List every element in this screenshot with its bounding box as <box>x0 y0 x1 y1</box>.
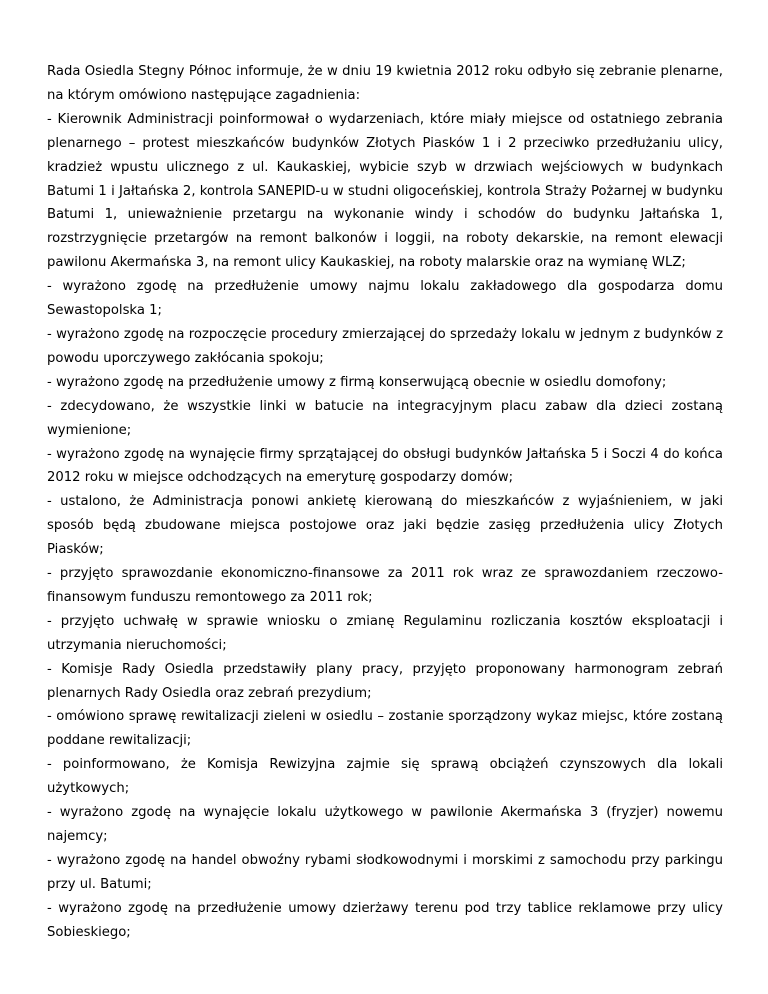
list-item: - przyjęto sprawozdanie ekonomiczno-finansowe za 2011 rok wraz ze sprawozdaniem rzeczowo-finansowym funduszu remontowego za 2011 rok; <box>47 566 723 605</box>
list-item: - przyjęto uchwałę w sprawie wniosku o zmianę Regulaminu rozliczania kosztów eksploatacji i utrzymania nieruchomości; <box>47 613 723 653</box>
intro-paragraph: Rada Osiedla Stegny Północ informuje, że w dniu 19 kwietnia 2012 roku odbyło się zebranie plenarne, na którym omówiono następujące zagadnienia: <box>47 64 723 103</box>
list-item: - wyrażono zgodę na przedłużenie umowy dzierżawy terenu pod trzy tablice reklamowe przy ulicy Sobieskiego; <box>47 900 723 940</box>
list-item: - omówiono sprawę rewitalizacji zieleni w osiedlu – zostanie sporządzony wykaz miejsc, które zostaną poddane rewitalizacji; <box>47 709 723 749</box>
list-item: - wyrażono zgodę na przedłużenie umowy z firmą konserwującą obecnie w osiedlu domofony; <box>47 374 667 390</box>
list-item: - wyrażono zgodę na rozpoczęcie procedury zmierzającej do sprzedaży lokalu w jednym z budynków z powodu uporczywego zakłócania spokoju; <box>47 326 723 366</box>
list-item: - ustalono, że Administracja ponowi ankietę kierowaną do mieszkańców z wyjaśnieniem, w jaki sposób będą zbudowane miejsca postojowe oraz jaki będzie zasięg przedłużenia ulicy Złotych Piasków; <box>47 494 723 558</box>
list-item: - Komisje Rady Osiedla przedstawiły plany pracy, przyjęto proponowany harmonogram zebrań plenarnych Rady Osiedla oraz zebrań prezydium; <box>47 661 723 701</box>
list-item: - wyrażono zgodę na wynajęcie firmy sprzątającej do obsługi budynków Jałtańska 5 i Soczi 4 do końca 2012 roku w miejsce odchodzących na emeryturę gospodarzy domów; <box>47 446 723 486</box>
list-item: - wyrażono zgodę na wynajęcie lokalu użytkowego w pawilonie Akermańska 3 (fryzjer) nowemu najemcy; <box>47 805 723 844</box>
document-body <box>47 60 723 945</box>
list-item: - poinformowano, że Komisja Rewizyjna zajmie się sprawą obciążeń czynszowych dla lokali użytkowych; <box>47 757 723 797</box>
list-item: - Kierownik Administracji poinformował o wydarzeniach, które miały miejsce od ostatniego zebrania plenarnego – protest mieszkańców budynków Złotych Piasków 1 i 2 przeciwko przedłużaniu ulicy, kradzież wpustu ulicznego z ul. Kaukaskiej, wybicie szyb w drzwiach wejściowych w budynkach Batumi 1 i Jałtańska 2, kontrola SANEPID-u w studni oligoceńskiej, kontrola Straży Pożarnej w budynku Batumi 1, unieważnienie przetargu na wykonanie windy i schodów do budynku Jałtańska 1, rozstrzygnięcie przetargów na remont balkonów i loggii, na roboty dekarskie, na remont elewacji pawilonu Akermańska 3, na remont ulicy Kaukaskiej, na roboty malarskie oraz na wymianę WLZ; <box>47 111 723 271</box>
list-item: - wyrażono zgodę na przedłużenie umowy najmu lokalu zakładowego dla gospodarza domu Sewastopolska 1; <box>47 279 723 319</box>
list-item: - wyrażono zgodę na handel obwoźny rybami słodkowodnymi i morskimi z samochodu przy parkingu przy ul. Batumi; <box>47 852 723 892</box>
list-item: - zdecydowano, że wszystkie linki w batucie na integracyjnym placu zabaw dla dzieci zostaną wymienione; <box>47 398 723 438</box>
